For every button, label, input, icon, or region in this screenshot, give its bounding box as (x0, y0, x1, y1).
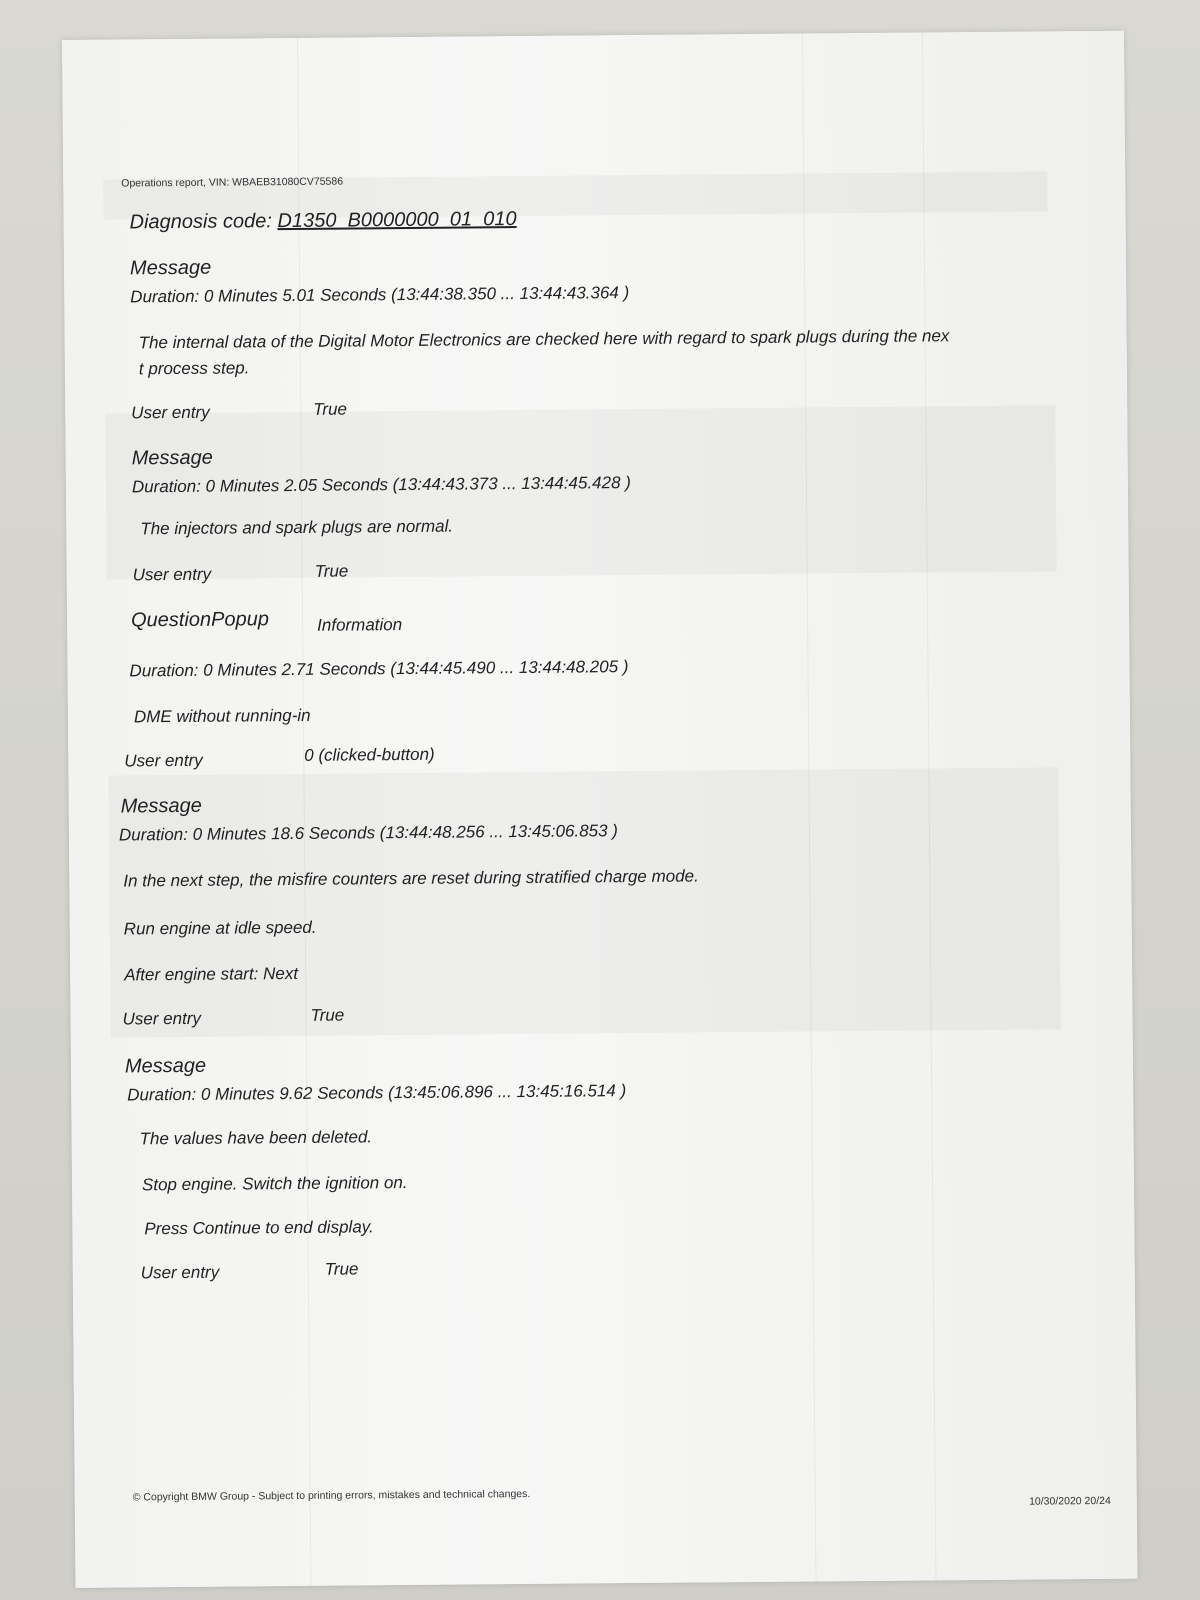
user-entry-label: User entry (124, 750, 203, 771)
user-entry-value: True (314, 561, 349, 581)
report-header: Operations report, VIN: WBAEB31080CV75586 (121, 175, 344, 190)
entry-title: Message (120, 794, 202, 818)
entry-text: Run engine at idle speed. (123, 917, 317, 939)
entry-title: Message (124, 1054, 207, 1078)
entry-duration: Duration: 0 Minutes 9.62 Seconds (13:45:06.896 ... 13:45:16.514 ) (127, 1081, 627, 1105)
entry-text: The injectors and spark plugs are normal. (140, 516, 454, 539)
entry-title: QuestionPopup (130, 608, 270, 632)
entry-duration: Duration: 0 Minutes 18.6 Seconds (13:44:48.256 ... 13:45:06.853 ) (118, 821, 619, 845)
entry-title: Message (129, 256, 212, 280)
date-page-footer: 10/30/2020 20/24 (1028, 1494, 1111, 1508)
copyright-footer: © Copyright BMW Group - Subject to printing errors, mistakes and technical changes. (132, 1487, 531, 1504)
diagnosis-code (129, 208, 516, 234)
entry-text: t process step. (138, 358, 250, 379)
entry-duration: Duration: 0 Minutes 2.05 Seconds (13:44:43.373 ... 13:44:45.428 ) (131, 473, 631, 497)
user-entry-label: User entry (140, 1262, 220, 1283)
entry-title: Message (131, 446, 213, 470)
entry-duration: Duration: 0 Minutes 5.01 Seconds (13:44:38.350 ... 13:44:43.364 ) (130, 283, 630, 307)
user-entry-label: User entry (122, 1008, 202, 1029)
entry-text: The values have been deleted. (139, 1127, 373, 1149)
user-entry-value: True (324, 1259, 359, 1279)
entry-text: The internal data of the Digital Motor Electronics are checked here with regard to spark plugs during the nex (138, 326, 950, 353)
user-entry-label: User entry (132, 564, 212, 585)
user-entry-value: True (313, 399, 348, 419)
user-entry-value: True (310, 1005, 345, 1025)
entry-text: After engine start: Next (124, 963, 299, 985)
user-entry-value: 0 (clicked-button) (304, 744, 435, 765)
user-entry-label: User entry (131, 402, 210, 423)
entry-duration: Duration: 0 Minutes 2.71 Seconds (13:44:45.490 ... 13:44:48.205 ) (129, 657, 629, 681)
entry-text: Press Continue to end display. (144, 1217, 374, 1239)
shaded-band (108, 767, 1060, 1037)
paper-sheet (62, 31, 1137, 1588)
diagnosis-label: Diagnosis code: (129, 210, 272, 234)
entry-text: In the next step, the misfire counters are reset during stratified charge mode. (123, 866, 699, 891)
diagnosis-code-value: D1350_B0000000_01_010 (277, 208, 517, 233)
entry-type: Information (317, 615, 403, 635)
entry-text: Stop engine. Switch the ignition on. (141, 1173, 408, 1195)
entry-text: DME without running-in (133, 705, 311, 727)
